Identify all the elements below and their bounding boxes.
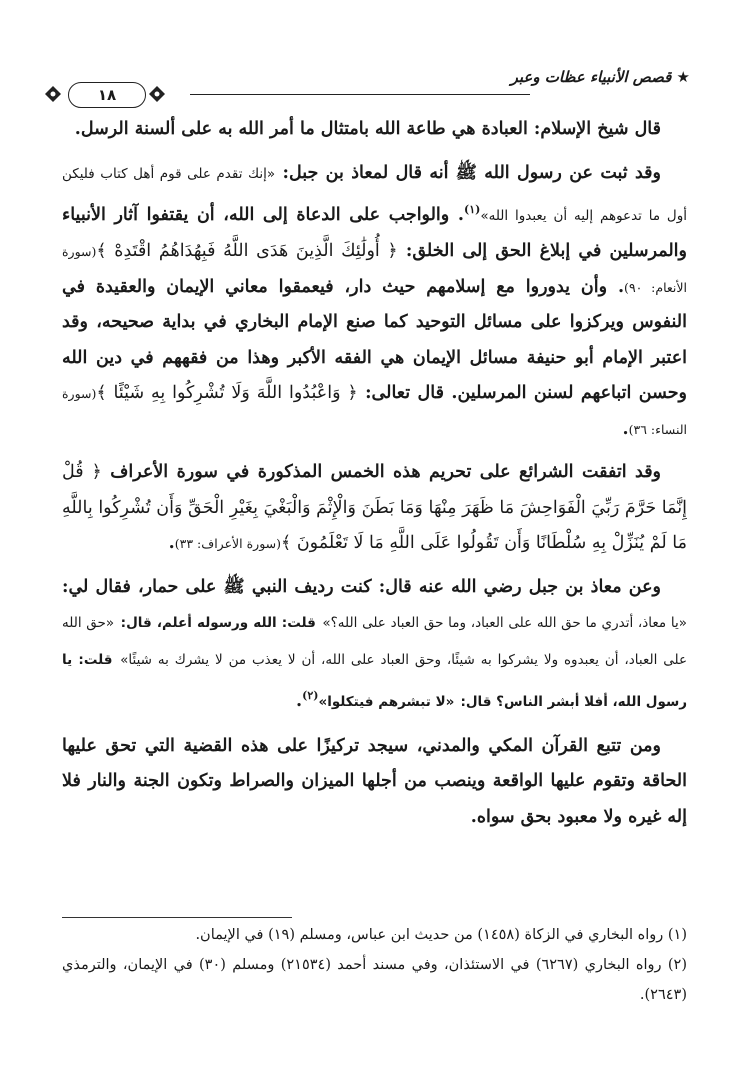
hadith-reply: قلت: الله ورسوله أعلم، قال: xyxy=(120,615,316,632)
paragraph-text: ومن تتبع القرآن المكي والمدني، سيجد تركيزًا على هذه القضية التي تحق عليها الحاقة وتقوم عليها الواقعة وينصب من أجلها الميزان والصراط وتكون الجنة والنار فلا إله غيره ولا معبود بحق سواه. xyxy=(62,735,687,827)
paragraph xyxy=(62,455,687,562)
hadith-reply: قلت: يا رسول الله، أفلا أبشر الناس؟ قال: xyxy=(62,651,687,711)
paragraph-text: . xyxy=(296,691,303,712)
footnote-marker: (١) xyxy=(463,203,481,216)
book-title: ★ قصص الأنبياء عظات وعبر xyxy=(510,68,690,86)
main-text xyxy=(62,112,687,835)
quran-verse: ﴿ وَاعْبُدُوا اللَّهَ وَلَا تُشْرِكُوا بِهِ شَيْئًا ﴾ xyxy=(96,383,358,404)
footnote-marker: (٢) xyxy=(302,689,319,703)
footnote-divider xyxy=(62,917,292,918)
hadith-quote: «لا تبشرهم فيتكلوا» xyxy=(318,694,455,711)
footnote: (١) رواه البخاري في الزكاة (١٤٥٨) من حديث ابن عباس، ومسلم (١٩) في الإيمان. xyxy=(195,927,687,943)
ornament-icon xyxy=(148,85,166,103)
page-number: ١٨ xyxy=(68,82,146,108)
paragraph xyxy=(62,729,687,836)
paragraph-text: . xyxy=(622,418,629,439)
paragraph-text: . والواجب على الدعاة إلى الله، أن يقتفوا آثار الأنبياء والمرسلين في إبلاغ الحق إلى الخلق: xyxy=(62,204,687,262)
quran-verse: ﴿ أُولَٰئِكَ الَّذِينَ هَدَى اللَّهُ فَبِهُدَاهُمُ اقْتَدِهْ ﴾ xyxy=(96,241,398,262)
paragraph-text: وعن معاذ بن جبل رضي الله عنه قال: كنت رديف النبي ﷺ على حمار، فقال لي: xyxy=(62,576,661,597)
paragraph-text: وقد اتفقت الشرائع على تحريم هذه الخمس المذكورة في سورة الأعراف xyxy=(110,462,662,483)
hadith-quote: «إنك تقدم على قوم أهل كتاب فليكن أول ما تدعوهم إليه أن يعبدوا الله» xyxy=(62,165,687,224)
page-header xyxy=(40,60,690,110)
page-number-ornament xyxy=(40,82,190,108)
paragraph xyxy=(62,570,687,721)
verse-reference: (سورة الأعراف: ٣٣) xyxy=(174,536,282,552)
footnote: (٢) رواه البخاري (٦٢٦٧) في الاستئذان، وفي مسند أحمد (٢١٥٣٤) ومسلم (٣٠) في الإيمان، والترمذي (٢٦٤٣). xyxy=(62,957,687,1003)
quran-verse: ﴿ قُلْ إِنَّمَا حَرَّمَ رَبِّيَ الْفَوَاحِشَ مَا ظَهَرَ مِنْهَا وَمَا بَطَنَ وَالْإِثْمَ وَالْبَغْيَ بِغَيْرِ الْحَقِّ وَأَن تُشْرِكُوا بِاللَّهِ مَا لَمْ يُنَزِّلْ بِهِ سُلْطَانًا وَأَن تَقُولُوا عَلَى اللَّهِ مَا لَا تَعْلَمُونَ ﴾ xyxy=(62,462,687,554)
header-rule xyxy=(190,94,530,95)
hadith-quote: «حق الله على العباد، أن يعبدوه ولا يشركوا به شيئًا، وحق العباد على الله، أن لا يعذب من لا يشرك به شيئًا» xyxy=(62,615,687,668)
paragraph-text: وقد ثبت عن رسول الله ﷺ أنه قال لمعاذ بن جبل: xyxy=(282,162,661,183)
paragraph-text: . وأن يدوروا مع إسلامهم حيث دار، فيعمقوا معاني الإيمان والعقيدة في النفوس ويركزوا على مسائل التوحيد كما صنع الإمام البخاري في بداية صحيحه، وقد اعتبر الإمام أبو حنيفة مسائل الإيمان هي الفقه الأكبر وهذا من فقههم في دين الله وحسن اتباعهم لسنن المرسلين. قال تعالى: xyxy=(62,276,687,404)
hadith-quote: «يا معاذ، أتدري ما حق الله على العباد، وما حق العباد على الله؟» xyxy=(322,615,688,632)
verse-reference: (سورة النساء: ٣٦) xyxy=(62,386,687,437)
paragraph-text: قال شيخ الإسلام: العبادة هي طاعة الله بامتثال ما أمر الله به على ألسنة الرسل. xyxy=(74,119,661,139)
verse-reference: (سورة الأنعام: ٩٠) xyxy=(62,244,688,295)
paragraph-text: . xyxy=(168,533,175,554)
paragraph xyxy=(62,156,687,448)
ornament-icon xyxy=(44,85,62,103)
paragraph xyxy=(62,112,687,148)
footnotes xyxy=(62,920,687,1010)
